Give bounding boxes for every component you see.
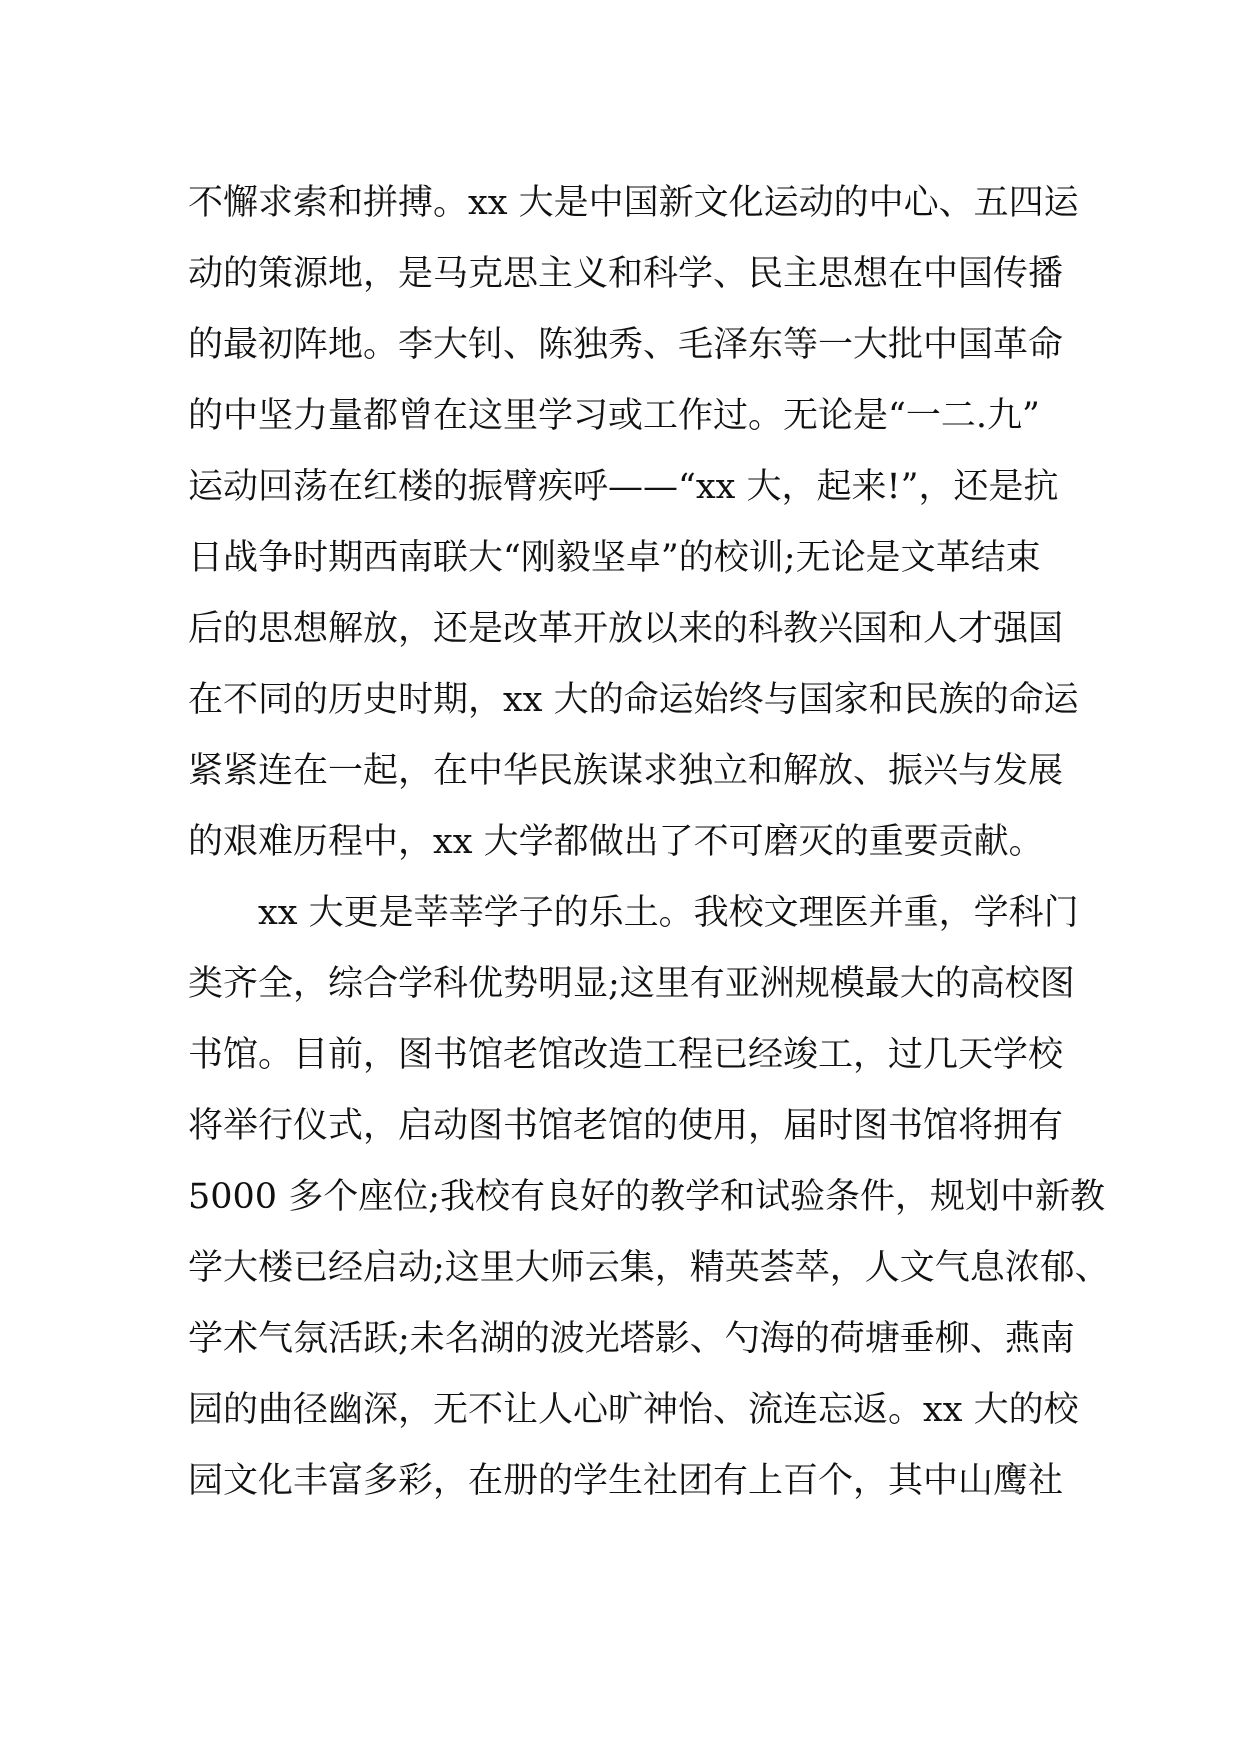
paragraph-1: [188, 168, 1079, 878]
text-line: 类齐全，综合学科优势明显;这里有亚洲规模最大的高校图: [188, 964, 1075, 1004]
text-line: 的中坚力量都曾在这里学习或工作过。无论是“一二.九”: [188, 396, 1040, 436]
text-line: 紧紧连在一起，在中华民族谋求独立和解放、振兴与发展: [188, 751, 1064, 791]
text-line: 园的曲径幽深，无不让人心旷神怡、流连忘返。xx 大的校: [188, 1390, 1079, 1430]
text-line: 动的策源地，是马克思主义和科学、民主思想在中国传播: [188, 254, 1064, 294]
text-line: 5000 多个座位;我校有良好的教学和试验条件，规划中新教: [188, 1177, 1105, 1217]
body-text: [188, 168, 1110, 1517]
paragraph-2: [188, 878, 1110, 1517]
text-line: 日战争时期西南联大“刚毅坚卓”的校训;无论是文革结束: [188, 538, 1041, 578]
text-line: 学大楼已经启动;这里大师云集，精英荟萃，人文气息浓郁、: [188, 1248, 1110, 1288]
text-line: xx 大更是莘莘学子的乐土。我校文理医并重，学科门: [258, 893, 1079, 933]
text-line: 的最初阵地。李大钊、陈独秀、毛泽东等一大批中国革命: [188, 325, 1064, 365]
text-line: 的艰难历程中，xx 大学都做出了不可磨灭的重要贡献。: [188, 822, 1044, 862]
text-line: 学术气氛活跃;未名湖的波光塔影、勺海的荷塘垂柳、燕南: [188, 1319, 1075, 1359]
text-line: 在不同的历史时期，xx 大的命运始终与国家和民族的命运: [188, 680, 1079, 720]
text-line: 将举行仪式，启动图书馆老馆的使用，届时图书馆将拥有: [188, 1106, 1064, 1146]
text-line: 园文化丰富多彩，在册的学生社团有上百个，其中山鹰社: [188, 1461, 1064, 1501]
text-line: 书馆。目前，图书馆老馆改造工程已经竣工，过几天学校: [188, 1035, 1064, 1075]
text-line: 后的思想解放，还是改革开放以来的科教兴国和人才强国: [188, 609, 1064, 649]
text-line: 不懈求索和拼搏。xx 大是中国新文化运动的中心、五四运: [188, 183, 1079, 223]
text-line: 运动回荡在红楼的振臂疾呼——“xx 大，起来!”，还是抗: [188, 467, 1059, 507]
